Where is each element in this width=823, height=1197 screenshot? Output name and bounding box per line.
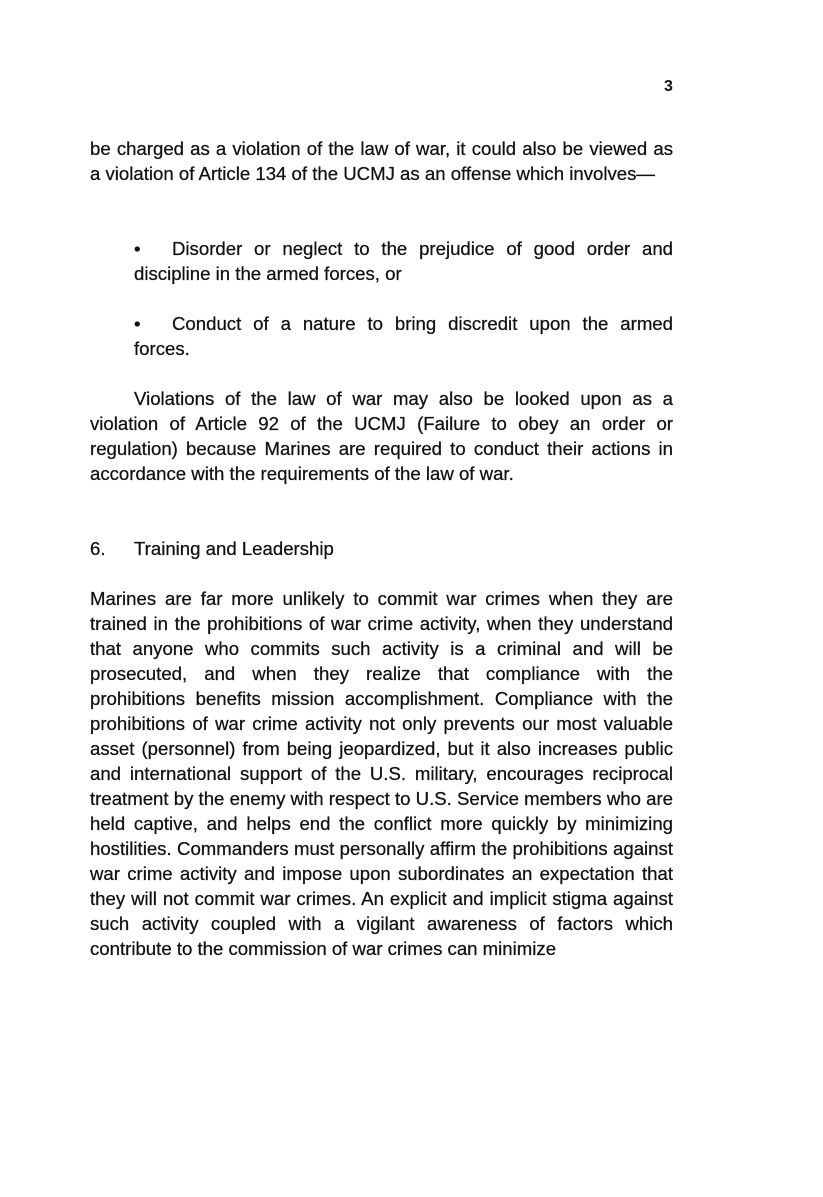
section-number: 6.: [90, 538, 106, 559]
bullet-text: Disorder or neglect to the prejudice of good order and discipline in the armed forces, or: [134, 238, 673, 284]
paragraph-training: Marines are far more unlikely to commit war crimes when they are trained in the prohibitions of war crime activity, when they understand that anyone who commits such activity is a criminal and will be prosecuted, and when they realize that compliance with the prohibitions benefits mission accomplishment. Compliance with the prohibitions of war crime activity not only prevents our most valuable asset (personnel) from being jeopardized, but it also increases public and international support of the U.S. military, encourages reciprocal treatment by the enemy with respect to U.S. Service members who are held captive, and helps end the conflict more quickly by minimizing hostilities. Commanders must personally affirm the prohibitions against war crime activity and impose upon subordinates an expectation that they will not commit war crimes. An explicit and implicit stigma against such activity coupled with a vigilant awareness of factors which contribute to the commission of war crimes can minimize: [90, 588, 673, 959]
section-heading: [90, 536, 673, 561]
bullet-item-disorder: [134, 236, 673, 286]
section-title: Training and Leadership: [134, 538, 334, 559]
page-number: 3: [664, 78, 673, 95]
bullet-marker: •: [134, 238, 141, 259]
bullet-text: Conduct of a nature to bring discredit upon the armed forces.: [134, 313, 673, 359]
paragraph-article-92: Violations of the law of war may also be looked upon as a violation of Article 92 of the UCMJ (Failure to obey an order or regulation) because Marines are required to conduct their actions in accordance with the requirements of the law of war.: [90, 388, 673, 484]
paragraph-continuation: be charged as a violation of the law of war, it could also be viewed as a violation of Article 134 of the UCMJ as an offense which involves—: [90, 138, 673, 184]
bullet-item-conduct: [134, 311, 673, 361]
bullet-marker: •: [134, 313, 141, 334]
